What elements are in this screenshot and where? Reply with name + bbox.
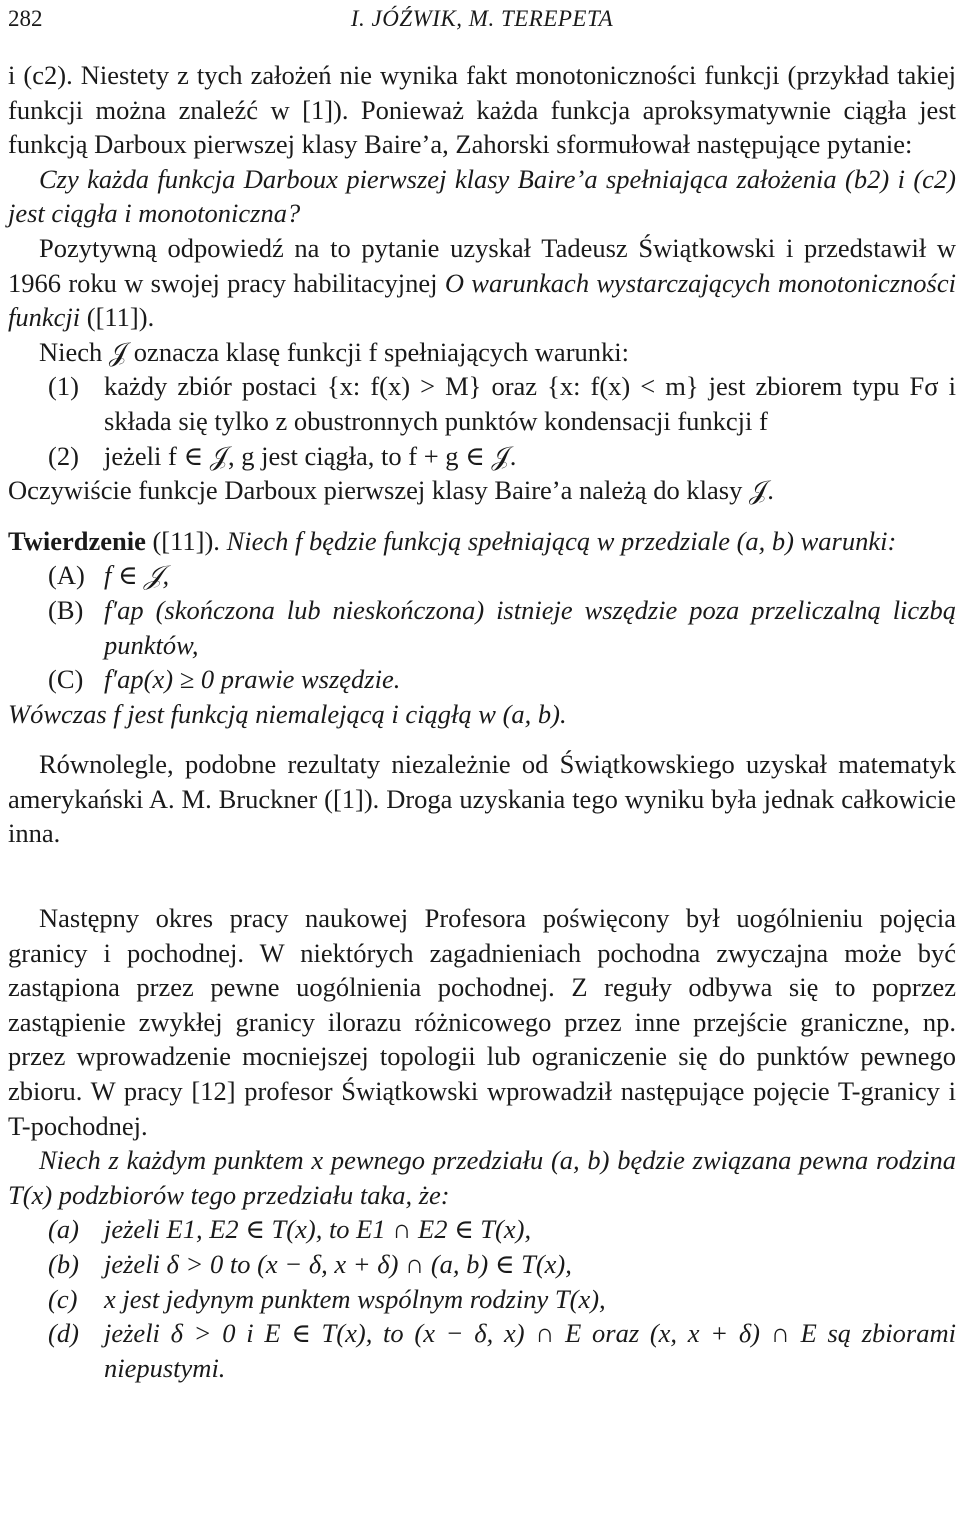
family-item-a bbox=[8, 1212, 956, 1247]
theorem-item-label: (C) bbox=[48, 664, 84, 695]
paragraph-family-definition: Niech z każdym punktem x pewnego przedziału (a, b) będzie związana pewna rodzina T(x) podzbiorów tego przedziału taka, że: bbox=[8, 1145, 956, 1210]
body-text bbox=[8, 58, 956, 1385]
paragraph-swiatkowski-start: Pozytywną odpowiedź na to pytanie uzyskał Tadeusz Świątkowski i przedstawił w 1966 roku w swojej pracy habilitacyjnej bbox=[8, 232, 956, 298]
theorem-ref: ([11]). bbox=[145, 525, 227, 556]
family-item-d bbox=[8, 1316, 956, 1385]
condition-label: (1) bbox=[48, 371, 79, 402]
theorem-name: Twierdzenie bbox=[8, 525, 146, 556]
family-item-text: jeżeli E1, E2 ∈ T(x), to E1 ∩ E2 ∈ T(x), bbox=[104, 1214, 532, 1245]
family-item-label: (d) bbox=[48, 1318, 79, 1349]
zahorski-question: Czy każda funkcja Darboux pierwszej klasy Baire’a spełniająca założenia (b2) i (c2) jest ciągła i monotoniczna? bbox=[8, 163, 956, 229]
family-item-text: jeżeli δ > 0 i E ∈ T(x), to (x − δ, x) ∩ E oraz (x, x + δ) ∩ E są zbiorami niepustymi. bbox=[104, 1318, 956, 1383]
paragraph-bruckner: Równolegle, podobne rezultaty niezależnie od Świątkowskiego uzyskał matematyk amerykański A. M. Bruckner ([1]). Droga uzyskania tego wyniku była jednak całkowicie inna. bbox=[8, 749, 956, 849]
family-item-text: x jest jedynym punktem wspólnym rodziny T(x), bbox=[104, 1283, 606, 1314]
running-header bbox=[8, 2, 956, 32]
family-item-label: (b) bbox=[48, 1249, 79, 1279]
paragraph-t-limit: Następny okres pracy naukowej Profesora poświęcony był uogólnieniu pojęcia granicy i pochodnej. W niektórych zagadnieniach pochodna zwyczajna może być zastąpiona przez pewne uogólnienia pochodnej. Z reguły odbywa się to poprzez zastąpienie zwykłej granicy ilorazu różnicowego przez inne przejście graniczne, np. przez wprowadzenie mocniejszej topologii lub ograniczenie się do punktów pewnego zbioru. W pracy [12] profesor Świątkowski wprowadził następujące pojęcie T-granicy i T-pochodnej. bbox=[8, 903, 956, 1141]
theorem-conclusion: Wówczas f jest funkcją niemalejącą i ciągłą w (a, b). bbox=[8, 698, 567, 729]
class-j-definition: Niech 𝒥 oznacza klasę funkcji f spełniających warunki: bbox=[39, 336, 629, 367]
thesis-title: O warunkach wystarczających monotoniczności funkcji bbox=[8, 267, 956, 333]
theorem-item-text: f ∈ 𝒥, bbox=[104, 560, 170, 591]
family-item-c bbox=[8, 1282, 956, 1317]
paragraph-intro: i (c2). Niestety z tych założeń nie wynika fakt monotoniczności funkcji (przykład takiej funkcji można znaleźć w [1]). Ponieważ każda funkcja aproksymatywnie ciągła jest funkcją Darboux pierwszej klasy Baire’a, Zahorski sformułował następujące pytanie: bbox=[8, 60, 956, 160]
family-item-text: jeżeli δ > 0 to (x − δ, x + δ) ∩ (a, b) ∈ T(x), bbox=[104, 1249, 572, 1279]
page-number: 282 bbox=[8, 6, 43, 31]
running-authors: I. JÓŹWIK, M. TEREPETA bbox=[350, 6, 614, 31]
paragraph-swiatkowski-end: ([11]). bbox=[80, 302, 155, 333]
condition-label: (2) bbox=[48, 440, 79, 471]
family-item-label: (a) bbox=[48, 1214, 79, 1245]
condition-text: każdy zbiór postaci {x: f(x) > M} oraz {x: f(x) < m} jest zbiorem typu Fσ i składa się tylko z obustronnych punktów kondensacji funkcji f bbox=[104, 371, 956, 436]
condition-2 bbox=[8, 439, 956, 474]
theorem-item-a bbox=[8, 558, 956, 593]
theorem bbox=[8, 524, 956, 559]
theorem-item-c bbox=[8, 662, 956, 697]
theorem-item-text: f′ap(x) ≥ 0 prawie wszędzie. bbox=[104, 664, 401, 695]
theorem-item-label: (B) bbox=[48, 594, 84, 625]
paragraph-darboux-class: Oczywiście funkcje Darboux pierwszej klasy Baire’a należą do klasy 𝒥. bbox=[8, 475, 774, 506]
condition-text: jeżeli f ∈ 𝒥, g jest ciągła, to f + g ∈ 𝒥. bbox=[104, 440, 517, 471]
theorem-item-b bbox=[8, 593, 956, 662]
family-item-b bbox=[8, 1247, 956, 1282]
family-item-label: (c) bbox=[48, 1283, 78, 1314]
theorem-intro: Niech f będzie funkcją spełniającą w przedziale (a, b) warunki: bbox=[226, 525, 897, 556]
condition-1 bbox=[8, 369, 956, 438]
theorem-item-text: f′ap (skończona lub nieskończona) istnieje wszędzie poza przeliczalną liczbą punktów, bbox=[104, 594, 956, 660]
paragraph-swiatkowski bbox=[8, 231, 956, 335]
theorem-item-label: (A) bbox=[48, 560, 85, 591]
